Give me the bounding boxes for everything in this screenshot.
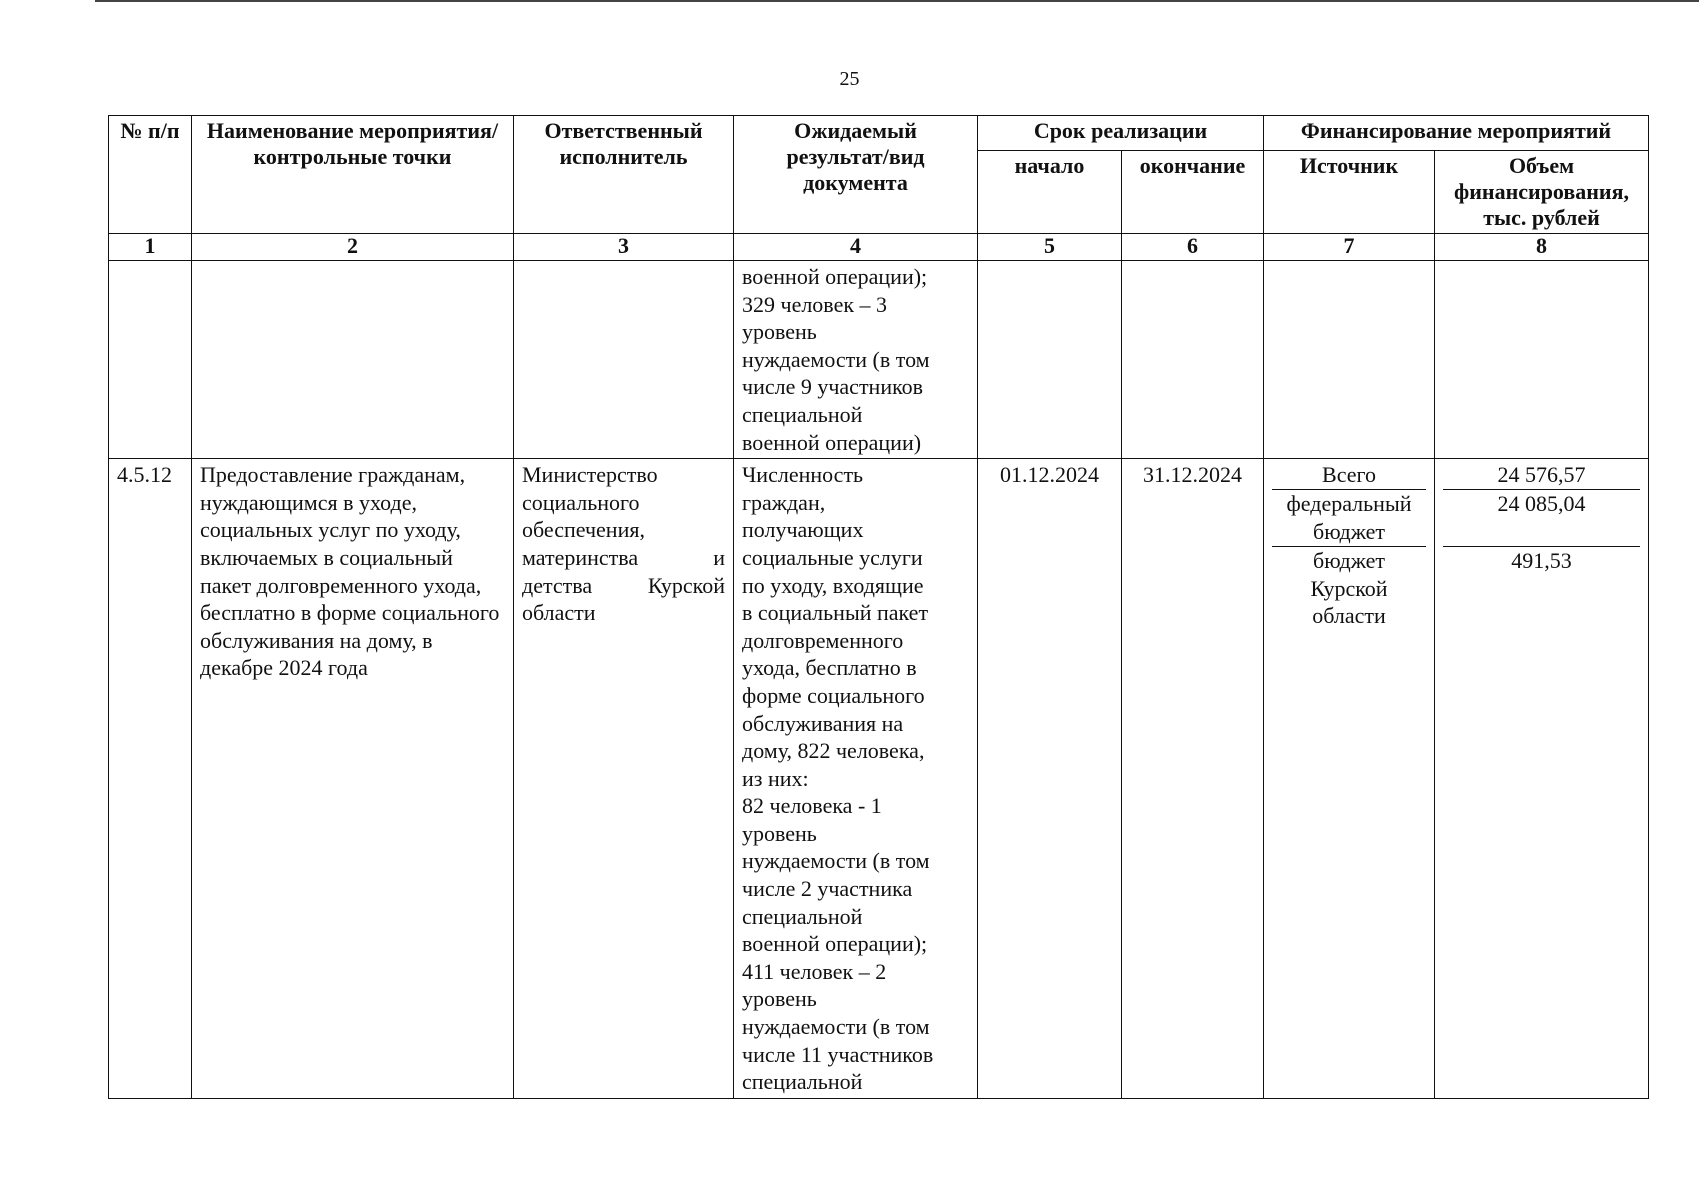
empty-cell	[1264, 261, 1435, 459]
header-period-end: окончание	[1122, 151, 1264, 234]
finance-source-cell	[1264, 459, 1435, 1099]
result-cell: военной операции); 329 человек – 3 уровень нуждаемости (в том числе 9 участников специальной военной операции)	[734, 261, 978, 459]
empty-cell	[978, 261, 1122, 459]
column-number: 2	[192, 234, 514, 261]
empty-cell	[192, 261, 514, 459]
empty-cell	[1122, 261, 1264, 459]
column-number: 4	[734, 234, 978, 261]
finance-source: федеральный бюджет	[1272, 490, 1426, 547]
header-finance-source: Источник	[1264, 151, 1435, 234]
result-cell: Численность граждан, получающих социальные услуги по уходу, входящие в социальный пакет долговременного ухода, бесплатно в форме социального обслуживания на дому, 822 человека, из них: 82 человека - 1 уровень нуждаемости (в том числе 2 участника специальной военной операции); 411 человек – 2 уровень нуждаемости (в том числе 11 участников специальной	[734, 459, 978, 1099]
header-result: Ожидаемый результат/вид документа	[734, 116, 978, 234]
header-period-group: Срок реализации	[978, 116, 1264, 151]
column-number: 6	[1122, 234, 1264, 261]
header-number: № п/п	[109, 116, 192, 234]
header-name: Наименование мероприятия/контрольные точки	[192, 116, 514, 234]
column-number: 5	[978, 234, 1122, 261]
header-executor: Ответственный исполнитель	[514, 116, 734, 234]
table-row	[109, 459, 1649, 1099]
finance-amount: 24 085,04	[1443, 490, 1640, 547]
top-rule	[95, 0, 1699, 2]
header-finance-volume: Объем финансирования, тыс. рублей	[1435, 151, 1649, 234]
empty-cell	[1435, 261, 1649, 459]
executor-cell: Министерство социального обеспечения, материнства и детства Курской области	[514, 459, 734, 1099]
column-number: 7	[1264, 234, 1435, 261]
row-number: 4.5.12	[109, 459, 192, 1099]
finance-source: бюджет Курской области	[1310, 548, 1388, 629]
activity-name: Предоставление гражданам, нуждающимся в уходе, социальных услуг по уходу, включаемых в социальный пакет долговременного ухода, бесплатно в форме социального обслуживания на дому, в декабре 2024 года	[192, 459, 514, 1099]
header-finance-group: Финансирование мероприятий	[1264, 116, 1649, 151]
activity-table	[108, 115, 1649, 1099]
finance-amount-cell	[1435, 459, 1649, 1099]
empty-cell	[109, 261, 192, 459]
page-number: 25	[839, 68, 860, 90]
end-date: 31.12.2024	[1122, 459, 1264, 1099]
finance-amount: 24 576,57	[1443, 461, 1640, 490]
empty-cell	[514, 261, 734, 459]
column-number: 1	[109, 234, 192, 261]
column-number: 3	[514, 234, 734, 261]
table-row	[109, 261, 1649, 459]
start-date: 01.12.2024	[978, 459, 1122, 1099]
finance-source: Всего	[1272, 461, 1426, 490]
finance-amount: 491,53	[1511, 548, 1572, 574]
column-number: 8	[1435, 234, 1649, 261]
header-period-start: начало	[978, 151, 1122, 234]
